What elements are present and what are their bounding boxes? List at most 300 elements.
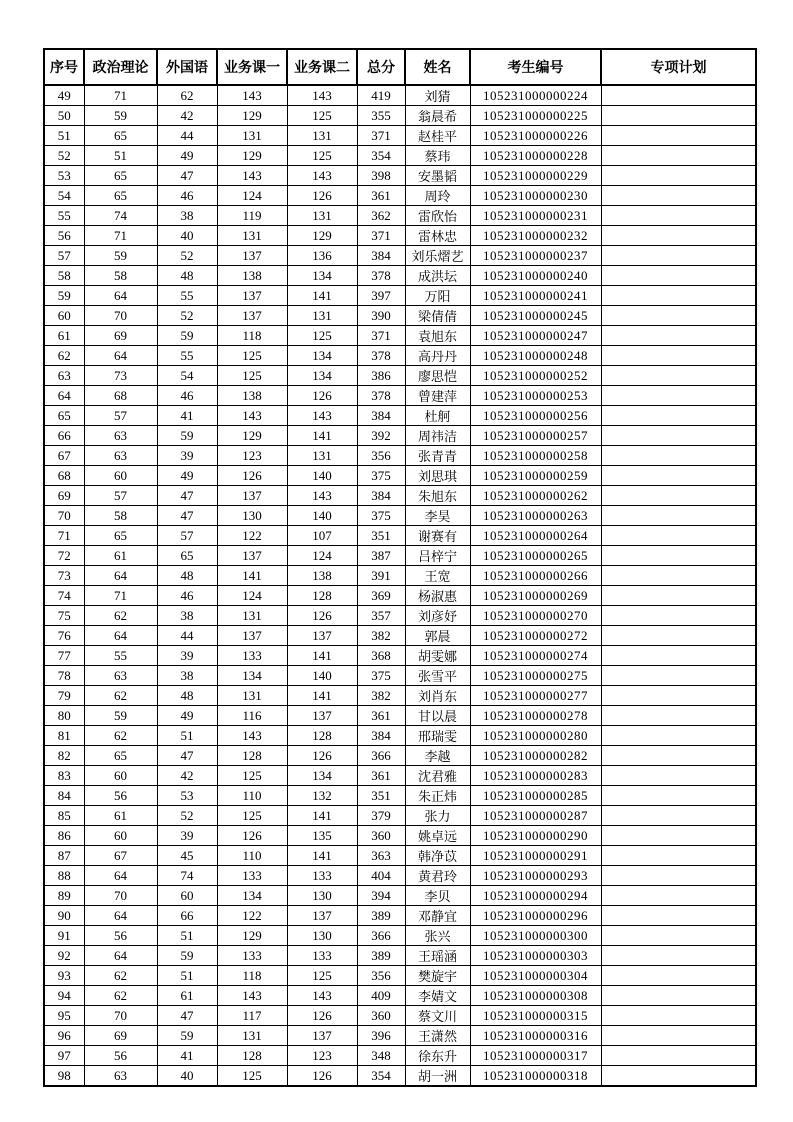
table-row (44, 646, 756, 666)
cell-foreign-language: 57 (157, 526, 217, 546)
cell-course1: 110 (217, 786, 287, 806)
cell-course1: 131 (217, 606, 287, 626)
cell-candidate-id: 105231000000282 (470, 746, 601, 766)
cell-name: 刘肖东 (405, 686, 470, 706)
cell-politics: 73 (84, 366, 157, 386)
cell-no: 49 (44, 85, 84, 106)
cell-candidate-id: 105231000000257 (470, 426, 601, 446)
table-row (44, 246, 756, 266)
cell-foreign-language: 47 (157, 506, 217, 526)
cell-name: 郭晨 (405, 626, 470, 646)
cell-no: 94 (44, 986, 84, 1006)
cell-name: 徐东升 (405, 1046, 470, 1066)
cell-no: 63 (44, 366, 84, 386)
cell-course1: 126 (217, 826, 287, 846)
cell-candidate-id: 105231000000247 (470, 326, 601, 346)
table-row (44, 726, 756, 746)
cell-special-plan (601, 586, 756, 606)
cell-special-plan (601, 106, 756, 126)
cell-politics: 71 (84, 226, 157, 246)
cell-total: 378 (357, 266, 405, 286)
cell-politics: 65 (84, 166, 157, 186)
cell-course1: 131 (217, 226, 287, 246)
cell-foreign-language: 51 (157, 966, 217, 986)
cell-politics: 62 (84, 686, 157, 706)
cell-foreign-language: 48 (157, 566, 217, 586)
cell-total: 375 (357, 506, 405, 526)
col-header-foreign-language: 外国语 (157, 49, 217, 85)
cell-total: 384 (357, 406, 405, 426)
cell-course2: 123 (287, 1046, 357, 1066)
cell-politics: 65 (84, 126, 157, 146)
cell-course1: 143 (217, 986, 287, 1006)
cell-candidate-id: 105231000000270 (470, 606, 601, 626)
cell-foreign-language: 38 (157, 666, 217, 686)
cell-special-plan (601, 1006, 756, 1026)
cell-total: 387 (357, 546, 405, 566)
col-header-name: 姓名 (405, 49, 470, 85)
cell-politics: 51 (84, 146, 157, 166)
cell-name: 张青青 (405, 446, 470, 466)
cell-course2: 124 (287, 546, 357, 566)
cell-course2: 128 (287, 726, 357, 746)
cell-name: 万阳 (405, 286, 470, 306)
cell-total: 392 (357, 426, 405, 446)
cell-course1: 137 (217, 546, 287, 566)
cell-total: 354 (357, 1066, 405, 1087)
cell-foreign-language: 59 (157, 426, 217, 446)
cell-no: 53 (44, 166, 84, 186)
cell-special-plan (601, 1046, 756, 1066)
cell-special-plan (601, 846, 756, 866)
cell-course1: 118 (217, 326, 287, 346)
cell-name: 李婧文 (405, 986, 470, 1006)
cell-total: 351 (357, 526, 405, 546)
cell-no: 75 (44, 606, 84, 626)
cell-course1: 141 (217, 566, 287, 586)
cell-foreign-language: 42 (157, 766, 217, 786)
cell-course2: 140 (287, 666, 357, 686)
cell-special-plan (601, 966, 756, 986)
cell-total: 361 (357, 766, 405, 786)
cell-no: 67 (44, 446, 84, 466)
cell-special-plan (601, 206, 756, 226)
cell-no: 90 (44, 906, 84, 926)
cell-special-plan (601, 226, 756, 246)
cell-politics: 55 (84, 646, 157, 666)
cell-course1: 133 (217, 946, 287, 966)
cell-course2: 134 (287, 366, 357, 386)
cell-special-plan (601, 606, 756, 626)
table-row (44, 286, 756, 306)
table-row (44, 346, 756, 366)
table-row (44, 1006, 756, 1026)
cell-candidate-id: 105231000000304 (470, 966, 601, 986)
cell-no: 78 (44, 666, 84, 686)
cell-course2: 141 (287, 426, 357, 446)
cell-no: 82 (44, 746, 84, 766)
cell-candidate-id: 105231000000262 (470, 486, 601, 506)
cell-candidate-id: 105231000000290 (470, 826, 601, 846)
cell-no: 50 (44, 106, 84, 126)
cell-special-plan (601, 166, 756, 186)
cell-course1: 124 (217, 586, 287, 606)
cell-candidate-id: 105231000000230 (470, 186, 601, 206)
cell-course2: 134 (287, 346, 357, 366)
cell-candidate-id: 105231000000253 (470, 386, 601, 406)
cell-no: 51 (44, 126, 84, 146)
cell-politics: 61 (84, 546, 157, 566)
cell-total: 375 (357, 666, 405, 686)
cell-name: 沈君雅 (405, 766, 470, 786)
cell-politics: 60 (84, 826, 157, 846)
cell-total: 389 (357, 906, 405, 926)
cell-total: 360 (357, 1006, 405, 1026)
cell-candidate-id: 105231000000277 (470, 686, 601, 706)
cell-name: 杜舸 (405, 406, 470, 426)
cell-course2: 134 (287, 766, 357, 786)
cell-foreign-language: 54 (157, 366, 217, 386)
cell-politics: 56 (84, 926, 157, 946)
table-row (44, 546, 756, 566)
cell-total: 351 (357, 786, 405, 806)
cell-course2: 141 (287, 806, 357, 826)
cell-foreign-language: 53 (157, 786, 217, 806)
cell-no: 68 (44, 466, 84, 486)
cell-course1: 143 (217, 406, 287, 426)
cell-name: 成洪坛 (405, 266, 470, 286)
cell-name: 谢赛有 (405, 526, 470, 546)
cell-special-plan (601, 306, 756, 326)
cell-course2: 126 (287, 1066, 357, 1087)
cell-course2: 141 (287, 286, 357, 306)
cell-course2: 135 (287, 826, 357, 846)
cell-candidate-id: 105231000000256 (470, 406, 601, 426)
cell-candidate-id: 105231000000258 (470, 446, 601, 466)
cell-foreign-language: 46 (157, 586, 217, 606)
cell-total: 366 (357, 926, 405, 946)
cell-no: 62 (44, 346, 84, 366)
cell-no: 59 (44, 286, 84, 306)
table-row (44, 126, 756, 146)
cell-foreign-language: 59 (157, 946, 217, 966)
cell-foreign-language: 49 (157, 706, 217, 726)
table-row (44, 826, 756, 846)
cell-course1: 137 (217, 246, 287, 266)
cell-special-plan (601, 946, 756, 966)
cell-politics: 61 (84, 806, 157, 826)
cell-name: 杨淑惠 (405, 586, 470, 606)
cell-no: 79 (44, 686, 84, 706)
cell-course2: 137 (287, 626, 357, 646)
cell-no: 97 (44, 1046, 84, 1066)
table-row (44, 466, 756, 486)
cell-special-plan (601, 246, 756, 266)
cell-course2: 130 (287, 886, 357, 906)
cell-candidate-id: 105231000000263 (470, 506, 601, 526)
cell-name: 曾建萍 (405, 386, 470, 406)
cell-course1: 143 (217, 85, 287, 106)
cell-no: 96 (44, 1026, 84, 1046)
cell-course1: 143 (217, 726, 287, 746)
cell-candidate-id: 105231000000245 (470, 306, 601, 326)
cell-politics: 65 (84, 746, 157, 766)
cell-foreign-language: 41 (157, 1046, 217, 1066)
cell-foreign-language: 60 (157, 886, 217, 906)
cell-name: 王潇然 (405, 1026, 470, 1046)
cell-total: 354 (357, 146, 405, 166)
cell-foreign-language: 52 (157, 306, 217, 326)
cell-name: 张力 (405, 806, 470, 826)
cell-politics: 63 (84, 446, 157, 466)
cell-total: 419 (357, 85, 405, 106)
cell-name: 廖思恺 (405, 366, 470, 386)
cell-special-plan (601, 1026, 756, 1046)
cell-total: 378 (357, 386, 405, 406)
cell-special-plan (601, 626, 756, 646)
cell-course1: 137 (217, 486, 287, 506)
cell-total: 386 (357, 366, 405, 386)
cell-name: 胡一洲 (405, 1066, 470, 1087)
table-row (44, 846, 756, 866)
cell-no: 73 (44, 566, 84, 586)
cell-no: 52 (44, 146, 84, 166)
cell-no: 86 (44, 826, 84, 846)
cell-politics: 62 (84, 966, 157, 986)
cell-course1: 134 (217, 886, 287, 906)
cell-special-plan (601, 526, 756, 546)
cell-course1: 125 (217, 346, 287, 366)
cell-name: 高丹丹 (405, 346, 470, 366)
cell-politics: 58 (84, 506, 157, 526)
cell-candidate-id: 105231000000275 (470, 666, 601, 686)
cell-special-plan (601, 566, 756, 586)
cell-course1: 110 (217, 846, 287, 866)
cell-course1: 131 (217, 686, 287, 706)
cell-name: 刘思琪 (405, 466, 470, 486)
cell-politics: 56 (84, 1046, 157, 1066)
table-row (44, 506, 756, 526)
cell-special-plan (601, 986, 756, 1006)
cell-name: 李越 (405, 746, 470, 766)
cell-no: 69 (44, 486, 84, 506)
cell-course2: 126 (287, 386, 357, 406)
cell-candidate-id: 105231000000252 (470, 366, 601, 386)
cell-no: 80 (44, 706, 84, 726)
cell-course2: 141 (287, 846, 357, 866)
cell-special-plan (601, 706, 756, 726)
cell-total: 394 (357, 886, 405, 906)
cell-course2: 137 (287, 706, 357, 726)
cell-course1: 137 (217, 306, 287, 326)
cell-politics: 69 (84, 1026, 157, 1046)
score-table (43, 48, 757, 1087)
table-row (44, 446, 756, 466)
cell-special-plan (601, 686, 756, 706)
cell-foreign-language: 44 (157, 626, 217, 646)
cell-name: 姚卓远 (405, 826, 470, 846)
cell-total: 368 (357, 646, 405, 666)
cell-politics: 64 (84, 906, 157, 926)
table-row (44, 706, 756, 726)
cell-course2: 131 (287, 126, 357, 146)
cell-politics: 59 (84, 246, 157, 266)
cell-candidate-id: 105231000000316 (470, 1026, 601, 1046)
cell-course2: 126 (287, 1006, 357, 1026)
cell-politics: 56 (84, 786, 157, 806)
cell-no: 89 (44, 886, 84, 906)
cell-foreign-language: 45 (157, 846, 217, 866)
cell-name: 雷欣怡 (405, 206, 470, 226)
table-row (44, 386, 756, 406)
cell-total: 361 (357, 186, 405, 206)
cell-politics: 62 (84, 606, 157, 626)
cell-name: 樊旋宇 (405, 966, 470, 986)
cell-course1: 125 (217, 1066, 287, 1087)
cell-foreign-language: 61 (157, 986, 217, 1006)
cell-no: 57 (44, 246, 84, 266)
cell-special-plan (601, 866, 756, 886)
cell-politics: 63 (84, 1066, 157, 1087)
cell-no: 85 (44, 806, 84, 826)
cell-course2: 131 (287, 206, 357, 226)
cell-name: 张雪平 (405, 666, 470, 686)
cell-candidate-id: 105231000000266 (470, 566, 601, 586)
cell-foreign-language: 48 (157, 266, 217, 286)
cell-total: 378 (357, 346, 405, 366)
cell-name: 雷林忠 (405, 226, 470, 246)
cell-course2: 141 (287, 686, 357, 706)
cell-course1: 129 (217, 926, 287, 946)
cell-politics: 64 (84, 566, 157, 586)
cell-course2: 130 (287, 926, 357, 946)
cell-course1: 131 (217, 1026, 287, 1046)
cell-candidate-id: 105231000000226 (470, 126, 601, 146)
cell-total: 360 (357, 826, 405, 846)
cell-course1: 134 (217, 666, 287, 686)
table-row (44, 106, 756, 126)
cell-no: 56 (44, 226, 84, 246)
cell-candidate-id: 105231000000300 (470, 926, 601, 946)
cell-course2: 133 (287, 946, 357, 966)
cell-course1: 133 (217, 646, 287, 666)
cell-total: 398 (357, 166, 405, 186)
cell-candidate-id: 105231000000308 (470, 986, 601, 1006)
cell-candidate-id: 105231000000229 (470, 166, 601, 186)
table-row (44, 85, 756, 106)
cell-candidate-id: 105231000000291 (470, 846, 601, 866)
cell-politics: 69 (84, 326, 157, 346)
cell-candidate-id: 105231000000272 (470, 626, 601, 646)
cell-total: 397 (357, 286, 405, 306)
cell-foreign-language: 47 (157, 166, 217, 186)
cell-no: 77 (44, 646, 84, 666)
cell-politics: 64 (84, 346, 157, 366)
cell-course2: 141 (287, 646, 357, 666)
cell-course2: 125 (287, 966, 357, 986)
cell-no: 64 (44, 386, 84, 406)
cell-foreign-language: 39 (157, 446, 217, 466)
table-row (44, 486, 756, 506)
cell-politics: 65 (84, 526, 157, 546)
cell-name: 李昊 (405, 506, 470, 526)
cell-special-plan (601, 786, 756, 806)
table-row (44, 606, 756, 626)
table-row (44, 566, 756, 586)
cell-foreign-language: 48 (157, 686, 217, 706)
cell-politics: 64 (84, 946, 157, 966)
table-row (44, 586, 756, 606)
cell-course2: 125 (287, 146, 357, 166)
cell-candidate-id: 105231000000285 (470, 786, 601, 806)
cell-politics: 64 (84, 866, 157, 886)
cell-name: 翁晨希 (405, 106, 470, 126)
cell-course2: 131 (287, 446, 357, 466)
cell-no: 88 (44, 866, 84, 886)
cell-total: 371 (357, 226, 405, 246)
cell-no: 93 (44, 966, 84, 986)
cell-foreign-language: 44 (157, 126, 217, 146)
cell-no: 81 (44, 726, 84, 746)
cell-politics: 70 (84, 886, 157, 906)
cell-course1: 131 (217, 126, 287, 146)
cell-special-plan (601, 1066, 756, 1087)
cell-course1: 128 (217, 746, 287, 766)
cell-name: 张兴 (405, 926, 470, 946)
cell-total: 348 (357, 1046, 405, 1066)
cell-course1: 133 (217, 866, 287, 886)
cell-candidate-id: 105231000000296 (470, 906, 601, 926)
cell-no: 84 (44, 786, 84, 806)
cell-candidate-id: 105231000000315 (470, 1006, 601, 1026)
cell-politics: 64 (84, 626, 157, 646)
cell-foreign-language: 46 (157, 386, 217, 406)
cell-total: 384 (357, 486, 405, 506)
cell-no: 58 (44, 266, 84, 286)
cell-course1: 125 (217, 366, 287, 386)
cell-no: 76 (44, 626, 84, 646)
cell-candidate-id: 105231000000228 (470, 146, 601, 166)
cell-foreign-language: 62 (157, 85, 217, 106)
cell-politics: 60 (84, 466, 157, 486)
cell-foreign-language: 65 (157, 546, 217, 566)
cell-total: 357 (357, 606, 405, 626)
cell-course2: 140 (287, 506, 357, 526)
cell-course1: 122 (217, 906, 287, 926)
table-row (44, 186, 756, 206)
cell-course2: 133 (287, 866, 357, 886)
cell-course2: 137 (287, 1026, 357, 1046)
cell-course1: 116 (217, 706, 287, 726)
cell-special-plan (601, 746, 756, 766)
cell-foreign-language: 59 (157, 1026, 217, 1046)
cell-no: 61 (44, 326, 84, 346)
cell-politics: 60 (84, 766, 157, 786)
cell-total: 382 (357, 686, 405, 706)
table-row (44, 946, 756, 966)
cell-foreign-language: 41 (157, 406, 217, 426)
cell-politics: 59 (84, 106, 157, 126)
cell-name: 蔡玮 (405, 146, 470, 166)
cell-politics: 68 (84, 386, 157, 406)
cell-politics: 62 (84, 986, 157, 1006)
cell-special-plan (601, 506, 756, 526)
cell-course1: 124 (217, 186, 287, 206)
table-row (44, 206, 756, 226)
cell-foreign-language: 42 (157, 106, 217, 126)
cell-special-plan (601, 366, 756, 386)
cell-foreign-language: 55 (157, 346, 217, 366)
